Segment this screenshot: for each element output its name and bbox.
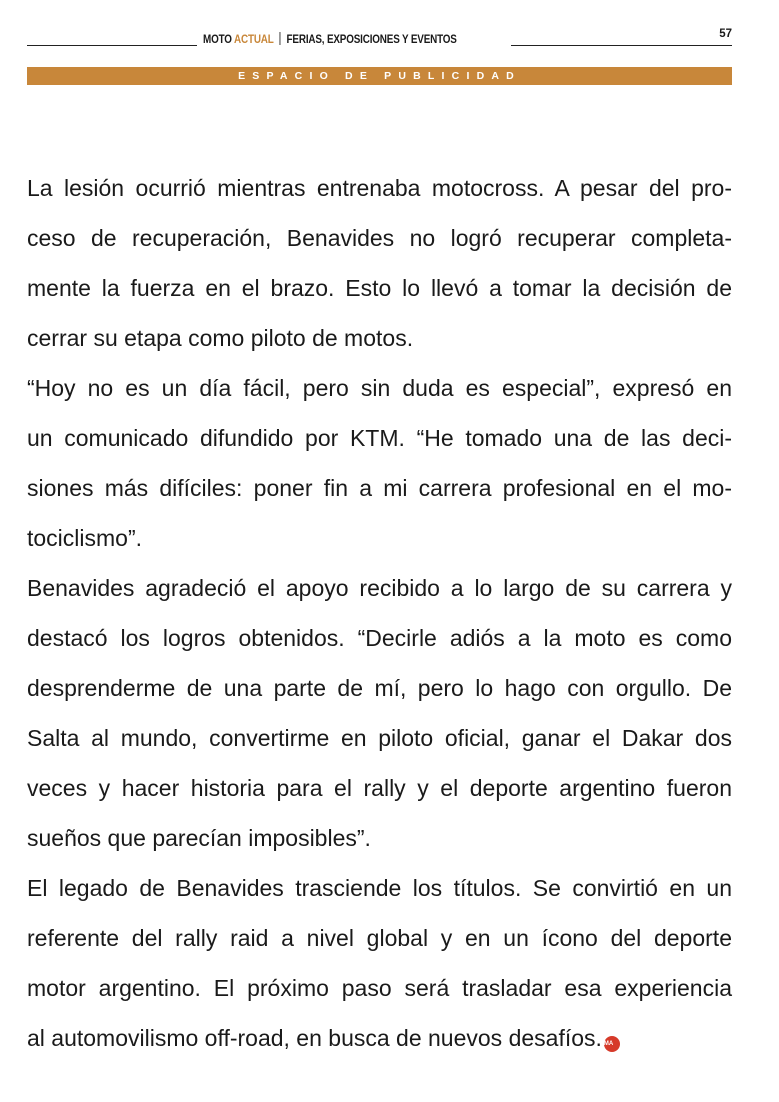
article-paragraph: [27, 863, 732, 1063]
article-paragraph: [27, 563, 732, 863]
article-line: siones más difíciles: poner fin a mi carrera profesional en el mo-: [27, 475, 732, 501]
running-title: [203, 32, 457, 46]
article-line: desprenderme de una parte de mí, pero lo hago con orgullo. De: [27, 675, 732, 701]
ad-space-banner: ESPACIO DE PUBLICIDAD: [27, 67, 732, 85]
article-line: referente del rally raid a nivel global y en un ícono del deporte: [27, 925, 732, 951]
article-paragraph: [27, 363, 732, 563]
article-line: sueños que parecían imposibles”.: [27, 825, 371, 851]
article-line: un comunicado difundido por KTM. “He tomado una de las deci-: [27, 425, 732, 451]
brand-actual: ACTUAL: [234, 34, 274, 46]
title-separator: [280, 32, 281, 45]
article-line: El legado de Benavides trasciende los títulos. Se convirtió en un: [27, 875, 732, 901]
article-line: La lesión ocurrió mientras entrenaba motocross. A pesar del pro-: [27, 175, 732, 201]
article-paragraph: [27, 163, 732, 363]
article-line: motor argentino. El próximo paso será trasladar esa experiencia: [27, 975, 732, 1001]
header-rule-left: [27, 45, 197, 46]
brand-moto: MOTO: [203, 34, 232, 46]
article-line: Salta al mundo, convertirme en piloto oficial, ganar el Dakar dos: [27, 725, 732, 751]
article-line: ceso de recuperación, Benavides no logró recuperar completa-: [27, 225, 732, 251]
article-line: tociclismo”.: [27, 525, 143, 551]
article-line: al automovilismo off-road, en busca de nuevos desafíos. MA: [27, 1013, 732, 1063]
article-line: cerrar su etapa como piloto de motos.: [27, 325, 414, 351]
header-rule-right: [511, 45, 732, 46]
article-line: destacó los logros obtenidos. “Decirle adiós a la moto es como: [27, 625, 732, 651]
article-line: Benavides agradeció el apoyo recibido a lo largo de su carrera y: [27, 575, 732, 601]
page-header: [27, 28, 732, 48]
end-mark-icon: MA: [604, 1036, 620, 1052]
section-name: FERIAS, EXPOSICIONES Y EVENTOS: [286, 34, 457, 46]
article-line: “Hoy no es un día fácil, pero sin duda es especial”, expresó en: [27, 375, 732, 401]
article-line: mente la fuerza en el brazo. Esto lo llevó a tomar la decisión de: [27, 275, 732, 301]
article-line: veces y hacer historia para el rally y el deporte argentino fueron: [27, 775, 732, 801]
article-body: [27, 163, 732, 1063]
page-number: 57: [719, 28, 732, 40]
